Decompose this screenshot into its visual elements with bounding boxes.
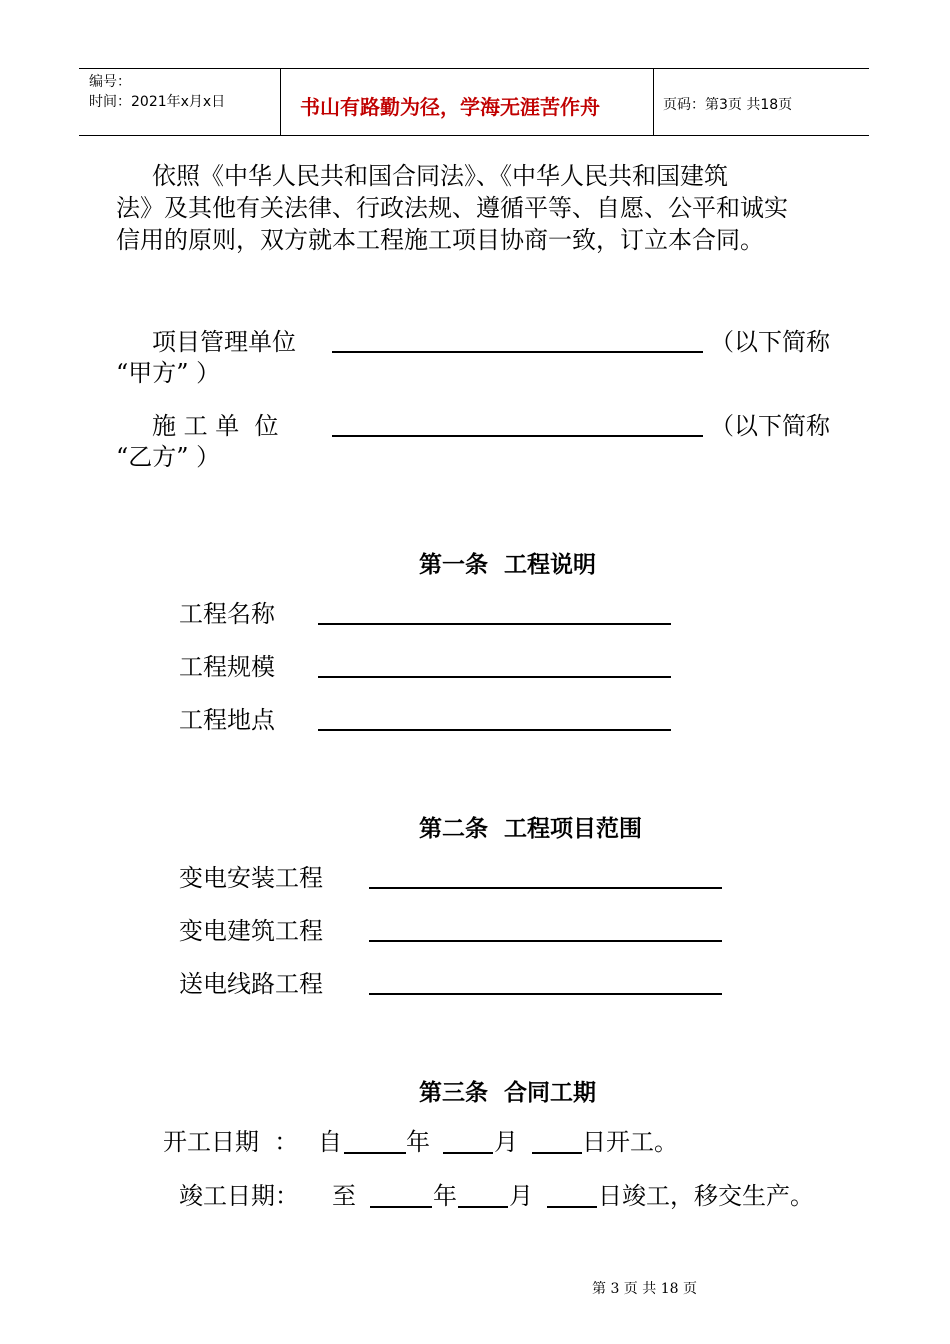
start-date-day-suffix: 日开工。 xyxy=(582,1128,678,1156)
header-divider-left xyxy=(280,68,281,136)
start-date-year: 年 xyxy=(406,1128,430,1156)
section2-field-substation-install-label: 变电安装工程 xyxy=(179,864,323,892)
section2-field-transmission-blank[interactable] xyxy=(369,993,722,995)
party-a-alias: “甲方” ） xyxy=(116,359,221,387)
intro-line-1: 依照《中华人民共和国合同法》、《中华人民共和国建筑 xyxy=(152,162,728,190)
section2-title: 第二条 工程项目范围 xyxy=(419,816,643,842)
finish-month-blank[interactable] xyxy=(458,1206,508,1208)
finish-year-blank[interactable] xyxy=(370,1206,432,1208)
section3-title: 第三条 合同工期 xyxy=(419,1080,597,1106)
start-year-blank[interactable] xyxy=(344,1152,406,1154)
header-time-label: 时间：2021年x月x日 xyxy=(89,94,226,110)
finish-date-to: 至 xyxy=(332,1182,356,1210)
start-date-month: 月 xyxy=(494,1128,518,1156)
party-b-alias: “乙方” ） xyxy=(116,443,221,471)
section2-field-substation-install-blank[interactable] xyxy=(369,887,722,889)
start-date-label: 开工日期 ： xyxy=(163,1128,299,1156)
header-divider-right xyxy=(653,68,654,136)
header-page-info: 页码：第3页 共18页 xyxy=(663,97,793,113)
section2-field-transmission-label: 送电线路工程 xyxy=(179,970,323,998)
party-a-suffix: （以下简称 xyxy=(710,328,830,356)
finish-date-year: 年 xyxy=(433,1182,457,1210)
section2-field-substation-build-blank[interactable] xyxy=(369,940,722,942)
section1-field-location-label: 工程地点 xyxy=(179,706,275,734)
section1-field-scale-label: 工程规模 xyxy=(179,653,275,681)
section1-field-name-blank[interactable] xyxy=(318,623,671,625)
section2-field-substation-build-label: 变电建筑工程 xyxy=(179,917,323,945)
finish-date-month: 月 xyxy=(509,1182,533,1210)
section1-title: 第一条 工程说明 xyxy=(419,552,597,578)
finish-day-blank[interactable] xyxy=(547,1206,597,1208)
finish-date-day-suffix: 日竣工，移交生产。 xyxy=(598,1182,814,1210)
start-date-from: 自 xyxy=(318,1128,342,1156)
section1-field-name-label: 工程名称 xyxy=(179,600,275,628)
header-top-border xyxy=(79,68,869,69)
party-a-label: 项目管理单位 xyxy=(152,328,296,356)
start-month-blank[interactable] xyxy=(443,1152,493,1154)
start-day-blank[interactable] xyxy=(532,1152,582,1154)
section1-field-location-blank[interactable] xyxy=(318,729,671,731)
header-motto: 书山有路勤为径，学海无涯苦作舟 xyxy=(300,95,600,119)
header-serial-label: 编号： xyxy=(89,74,131,90)
party-a-blank[interactable] xyxy=(332,351,703,353)
finish-date-label: 竣工日期： xyxy=(179,1182,299,1210)
section1-field-scale-blank[interactable] xyxy=(318,676,671,678)
intro-line-3: 信用的原则，双方就本工程施工项目协商一致，订立本合同。 xyxy=(116,226,764,254)
intro-line-2: 法》及其他有关法律、行政法规、遵循平等、自愿、公平和诚实 xyxy=(116,194,788,222)
page-footer: 第 3 页 共 18 页 xyxy=(592,1281,697,1297)
party-b-suffix: （以下简称 xyxy=(710,412,830,440)
header-bottom-border xyxy=(79,135,869,136)
party-b-label: 施 工 单 位 xyxy=(152,412,279,440)
party-b-blank[interactable] xyxy=(332,435,703,437)
